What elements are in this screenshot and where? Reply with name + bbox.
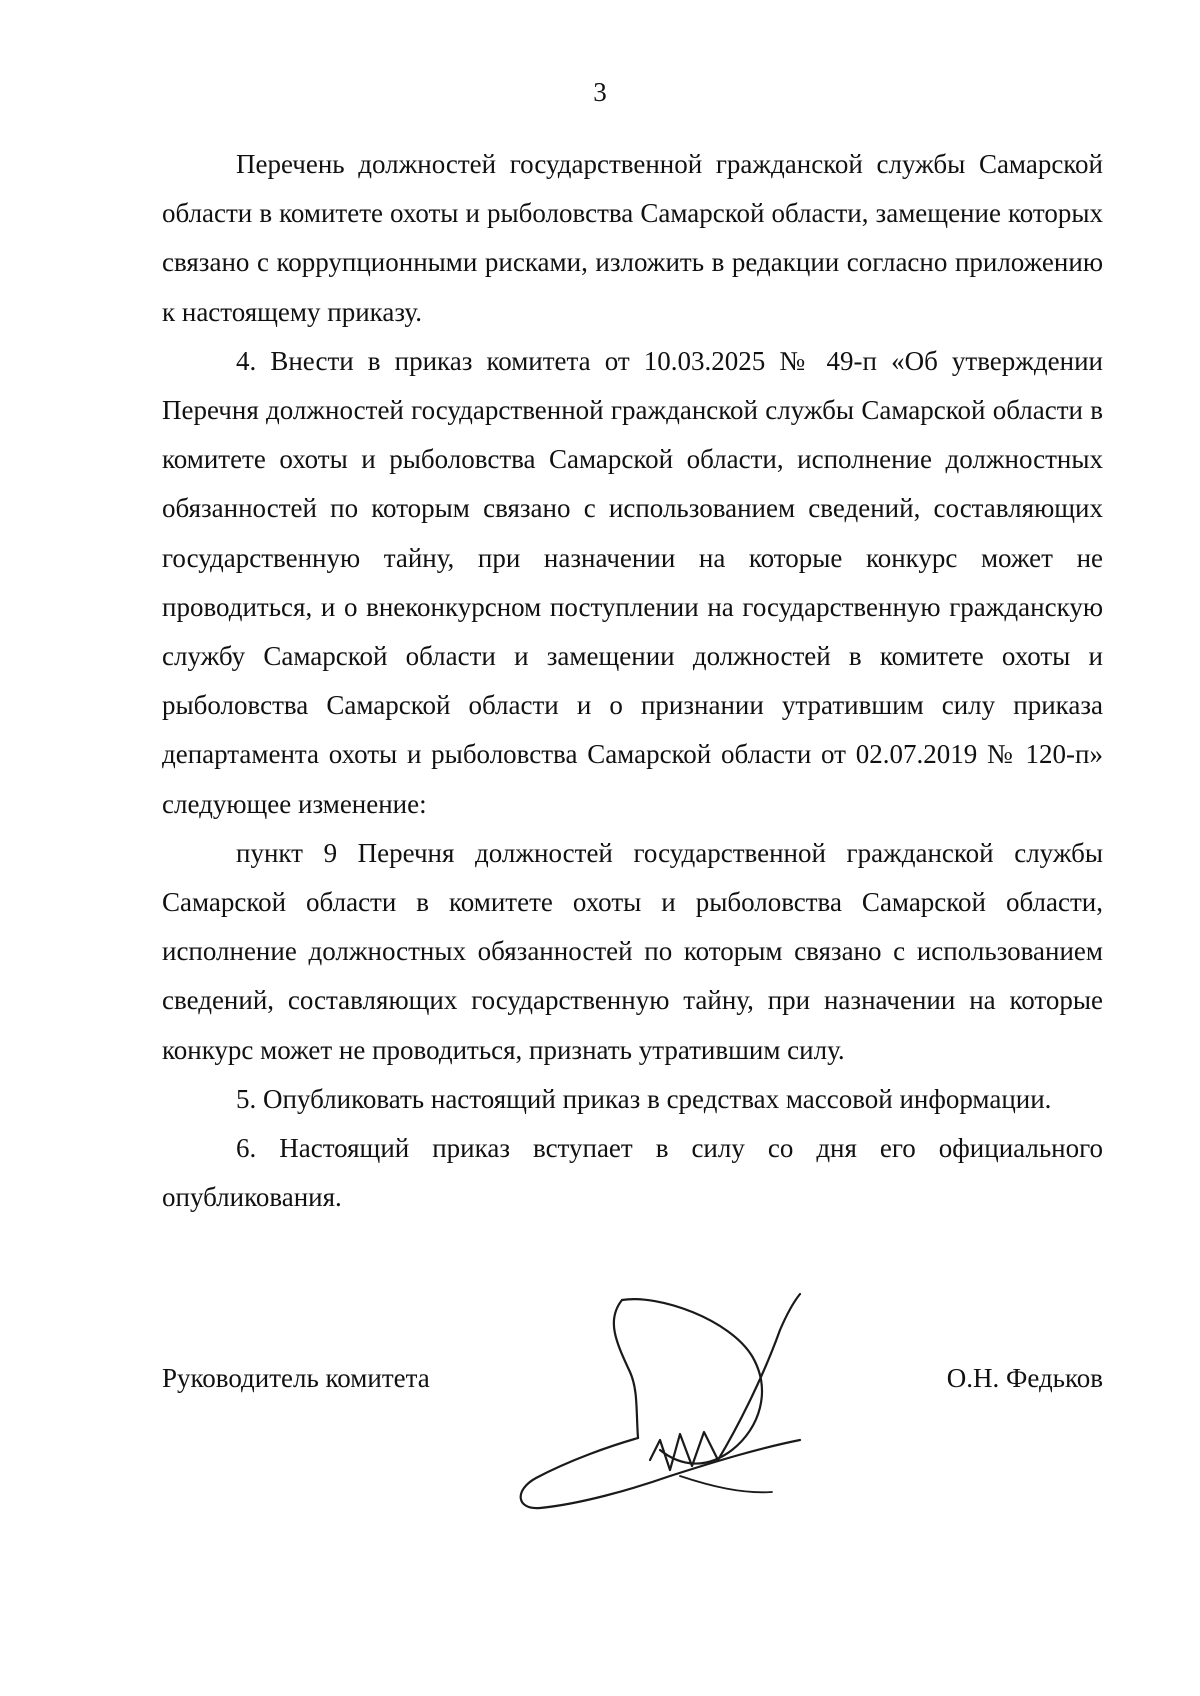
handwritten-signature <box>510 1290 860 1530</box>
paragraph-3-continuation: Перечень должностей государственной гражданской службы Самарской области в комитете охоты и рыболовства Самарской области, замещение которых связано с коррупционными рисками, изложить в редакции согласно приложению к настоящему приказу. <box>162 149 1103 327</box>
paragraph-item-4: 4. Внести в приказ комитета от 10.03.2025 № 49-п «Об утверждении Перечня должностей государственной гражданской службы Самарской области в комитете охоты и рыболовства Самарской области, исполнение должностных обязанностей по которым связано с использованием сведений, составляющих государственную тайну, при назначении на которые конкурс может не проводиться, и о внеконкурсном поступлении на государственную гражданскую службу Самарской области и замещении должностей в комитете охоты и рыболовства Самарской области и о признании утратившим силу приказа департамента охоты и рыболовства Самарской области от 02.07.2019 № 120-п» следующее изменение: <box>162 345 1103 819</box>
signer-name: О.Н. Федьков <box>946 1363 1103 1393</box>
paragraph-item-5: 5. Опубликовать настоящий приказ в средствах массовой информации. <box>236 1083 1052 1114</box>
page-number: 3 <box>593 77 607 107</box>
document-body <box>162 140 1103 1222</box>
paragraph-item-4-amendment: пункт 9 Перечня должностей государственной гражданской службы Самарской области в комитете охоты и рыболовства Самарской области, исполнение должностных обязанностей по которым связано с использованием сведений, составляющих государственную тайну, при назначении на которые конкурс может не проводиться, признать утратившим силу. <box>162 837 1103 1065</box>
signer-title: Руководитель комитета <box>162 1363 430 1393</box>
paragraph-item-6: 6. Настоящий приказ вступает в силу со дня его официального опубликования. <box>162 1133 1103 1213</box>
